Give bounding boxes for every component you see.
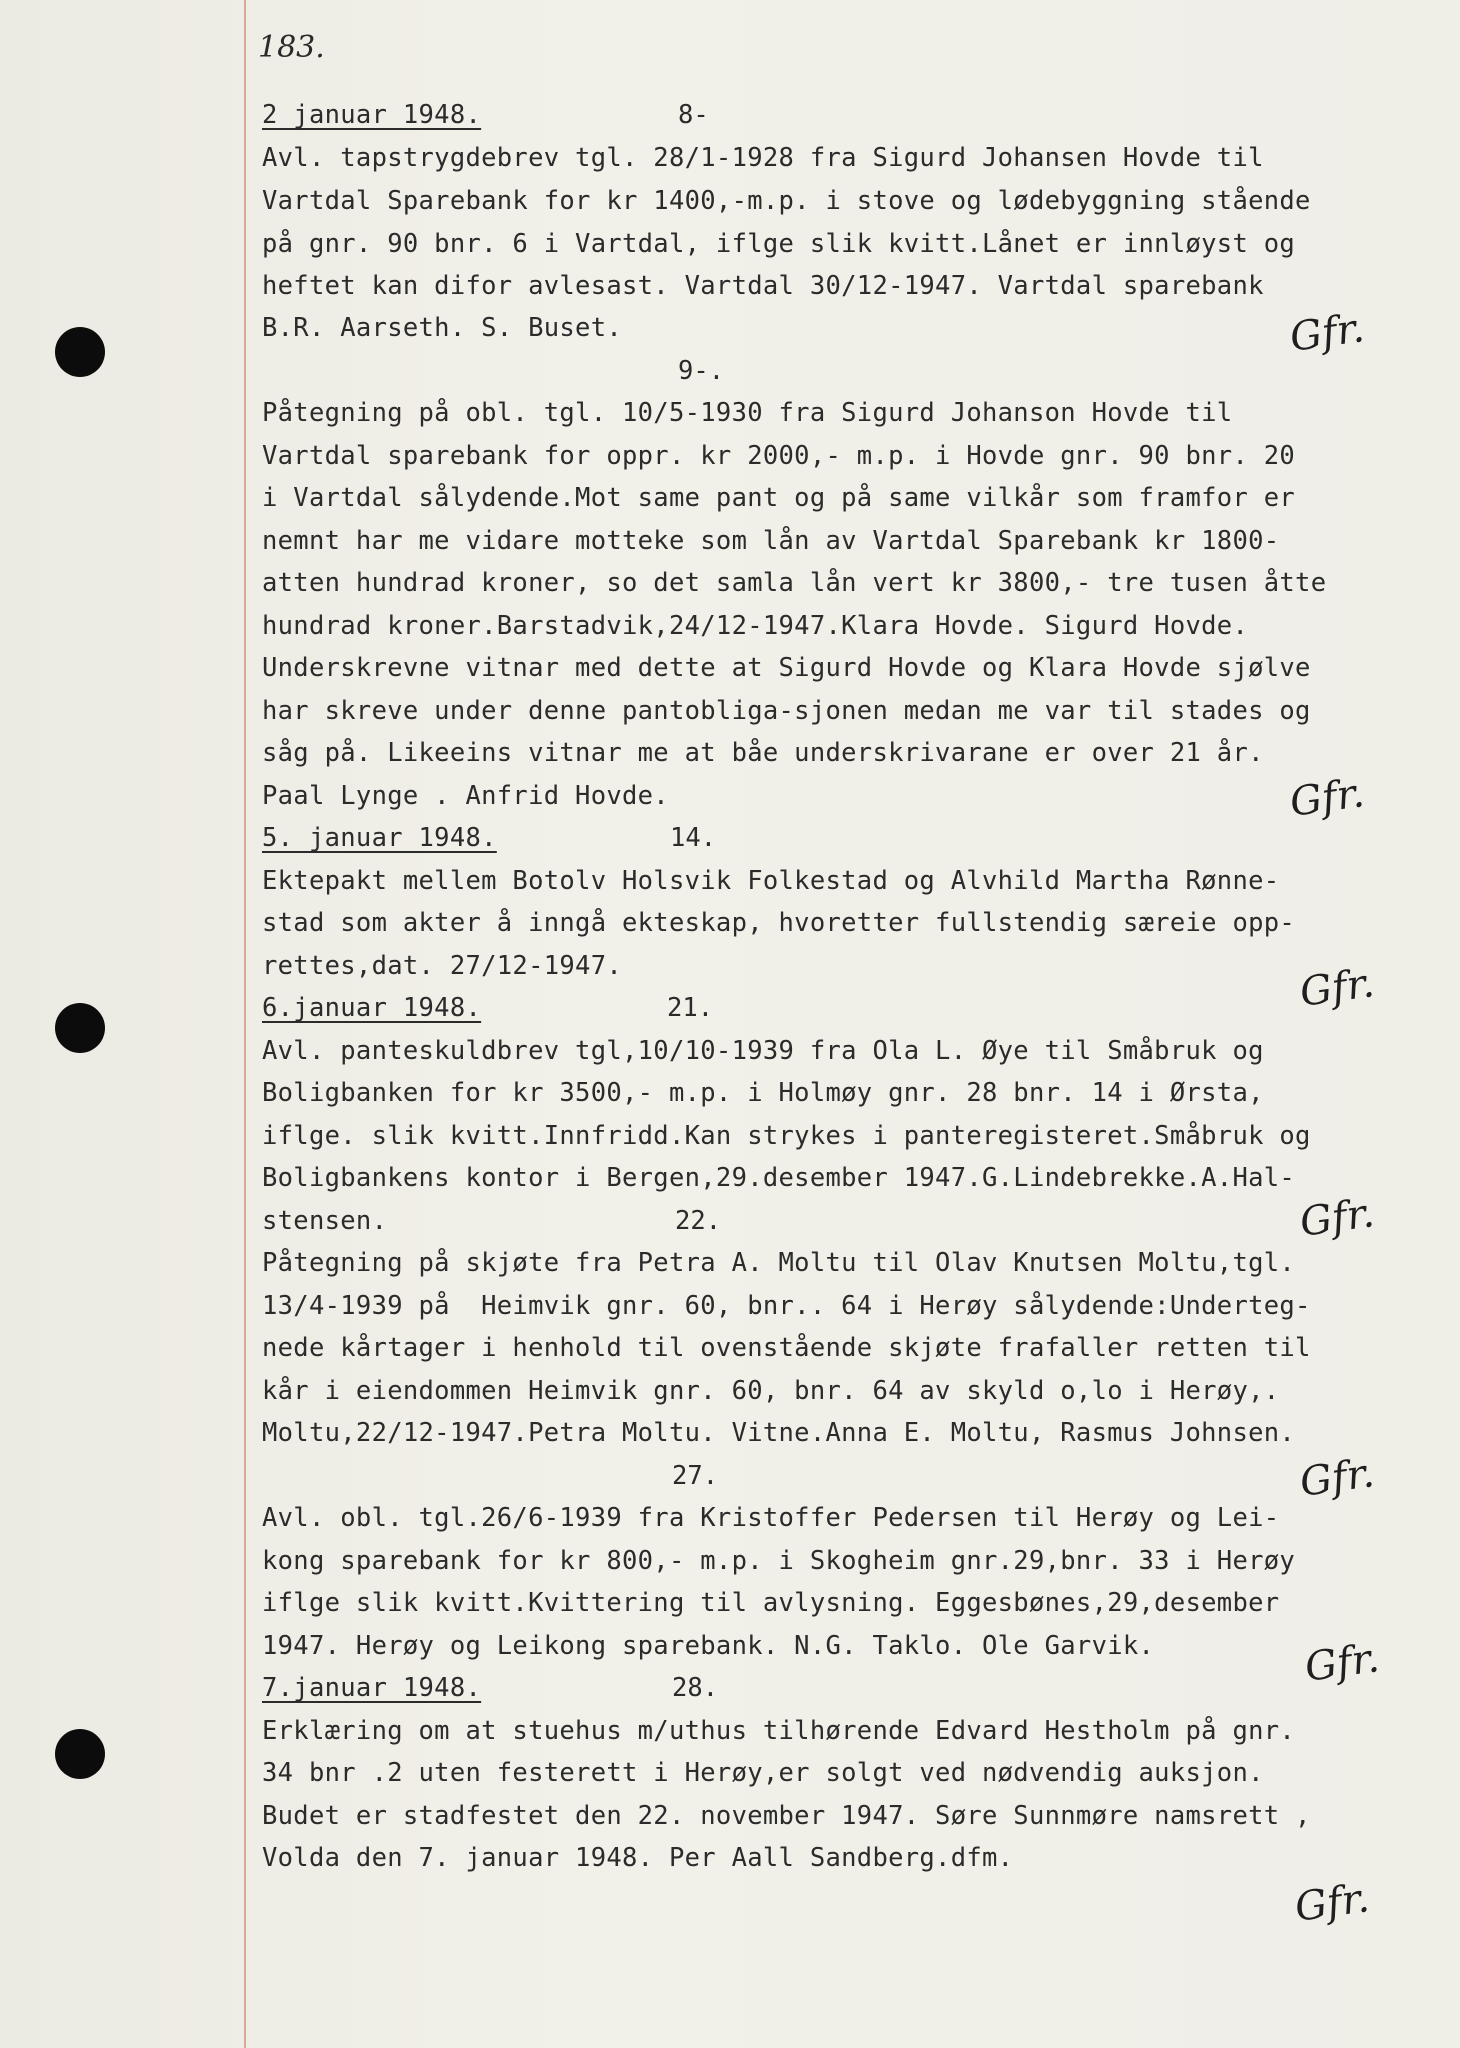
- punch-hole: [55, 1003, 105, 1053]
- entry-date: 7.januar 1948.: [262, 1673, 482, 1703]
- entry-number: 14.: [670, 823, 717, 853]
- page-number: 183.: [258, 30, 325, 65]
- official-signature: Gfr.: [1297, 1450, 1378, 1506]
- text-line: 34 bnr .2 uten festerett i Herøy,er solgt ved nødvendig auksjon.: [262, 1758, 1264, 1788]
- text-line: Påtegning på obl. tgl. 10/5-1930 fra Sigurd Johanson Hovde til: [262, 398, 1233, 428]
- text-line: stensen.: [262, 1206, 388, 1236]
- entry-number: 8-: [678, 100, 709, 130]
- text-line: Vartdal sparebank for oppr. kr 2000,- m.p. i Hovde gnr. 90 bnr. 20: [262, 441, 1296, 471]
- text-line: Budet er stadfestet den 22. november 1947. Søre Sunnmøre namsrett ,: [262, 1801, 1311, 1831]
- text-line: iflge. slik kvitt.Innfridd.Kan strykes i panteregisteret.Småbruk og: [262, 1121, 1311, 1151]
- official-signature: Gfr.: [1292, 1875, 1373, 1931]
- entry-number: 28.: [672, 1673, 719, 1703]
- official-signature: Gfr.: [1302, 1635, 1383, 1691]
- text-line: rettes,dat. 27/12-1947.: [262, 951, 623, 981]
- text-line: Volda den 7. januar 1948. Per Aall Sandberg.dfm.: [262, 1843, 1014, 1873]
- text-line: Moltu,22/12-1947.Petra Moltu. Vitne.Anna E. Moltu, Rasmus Johnsen.: [262, 1418, 1296, 1448]
- text-line: hundrad kroner.Barstadvik,24/12-1947.Klara Hovde. Sigurd Hovde.: [262, 611, 1249, 641]
- text-line: stad som akter å inngå ekteskap, hvoretter fullstendig særeie opp-: [262, 908, 1296, 938]
- margin-rule: [244, 0, 246, 2048]
- text-line: såg på. Likeeins vitnar me at båe underskrivarane er over 21 år.: [262, 738, 1264, 768]
- official-signature: Gfr.: [1287, 305, 1368, 361]
- entry-number: 9-.: [678, 356, 725, 386]
- text-line: på gnr. 90 bnr. 6 i Vartdal, iflge slik kvitt.Lånet er innløyst og: [262, 229, 1296, 259]
- entry-date: 6.januar 1948.: [262, 993, 482, 1023]
- text-line: iflge slik kvitt.Kvittering til avlysning. Eggesbønes,29,desember: [262, 1588, 1280, 1618]
- text-line: Vartdal Sparebank for kr 1400,-m.p. i stove og lødebyggning stående: [262, 186, 1311, 216]
- text-line: kong sparebank for kr 800,- m.p. i Skogheim gnr.29,bnr. 33 i Herøy: [262, 1546, 1296, 1576]
- text-line: Ektepakt mellem Botolv Holsvik Folkestad og Alvhild Martha Rønne-: [262, 866, 1280, 896]
- text-line: nemnt har me vidare motteke som lån av Vartdal Sparebank kr 1800-: [262, 526, 1280, 556]
- official-signature: Gfr.: [1287, 770, 1368, 826]
- text-line: Avl. tapstrygdebrev tgl. 28/1-1928 fra Sigurd Johansen Hovde til: [262, 143, 1264, 173]
- entry-date: 2 januar 1948.: [262, 100, 482, 130]
- text-line: i Vartdal sålydende.Mot same pant og på same vilkår som framfor er: [262, 483, 1296, 513]
- official-signature: Gfr.: [1297, 960, 1378, 1016]
- entry-number: 21.: [667, 993, 714, 1023]
- text-line: kår i eiendommen Heimvik gnr. 60, bnr. 64 av skyld o,lo i Herøy,.: [262, 1376, 1280, 1406]
- text-line: heftet kan difor avlesast. Vartdal 30/12-1947. Vartdal sparebank: [262, 271, 1264, 301]
- text-line: Erklæring om at stuehus m/uthus tilhørende Edvard Hestholm på gnr.: [262, 1716, 1296, 1746]
- punch-hole: [55, 1729, 105, 1779]
- text-line: nede kårtager i henhold til ovenstående skjøte frafaller retten til: [262, 1333, 1311, 1363]
- text-line: Underskrevne vitnar med dette at Sigurd Hovde og Klara Hovde sjølve: [262, 653, 1311, 683]
- text-line: Paal Lynge . Anfrid Hovde.: [262, 781, 669, 811]
- text-line: Avl. obl. tgl.26/6-1939 fra Kristoffer Pedersen til Herøy og Lei-: [262, 1503, 1280, 1533]
- text-line: Avl. panteskuldbrev tgl,10/10-1939 fra Ola L. Øye til Småbruk og: [262, 1036, 1264, 1066]
- text-line: B.R. Aarseth. S. Buset.: [262, 313, 623, 343]
- official-signature: Gfr.: [1297, 1190, 1378, 1246]
- punch-hole: [55, 327, 105, 377]
- entry-number: 22.: [675, 1206, 722, 1236]
- text-line: Boligbanken for kr 3500,- m.p. i Holmøy gnr. 28 bnr. 14 i Ørsta,: [262, 1078, 1264, 1108]
- text-line: Påtegning på skjøte fra Petra A. Moltu til Olav Knutsen Moltu,tgl.: [262, 1248, 1296, 1278]
- text-line: 1947. Herøy og Leikong sparebank. N.G. Taklo. Ole Garvik.: [262, 1631, 1155, 1661]
- text-line: har skreve under denne pantobliga-sjonen medan me var til stades og: [262, 696, 1311, 726]
- entry-number: 27.: [672, 1461, 719, 1491]
- text-line: atten hundrad kroner, so det samla lån vert kr 3800,- tre tusen åtte: [262, 568, 1327, 598]
- entry-date: 5. januar 1948.: [262, 823, 497, 853]
- text-line: 13/4-1939 på Heimvik gnr. 60, bnr.. 64 i Herøy sålydende:Underteg-: [262, 1291, 1311, 1321]
- text-line: Boligbankens kontor i Bergen,29.desember 1947.G.Lindebrekke.A.Hal-: [262, 1163, 1296, 1193]
